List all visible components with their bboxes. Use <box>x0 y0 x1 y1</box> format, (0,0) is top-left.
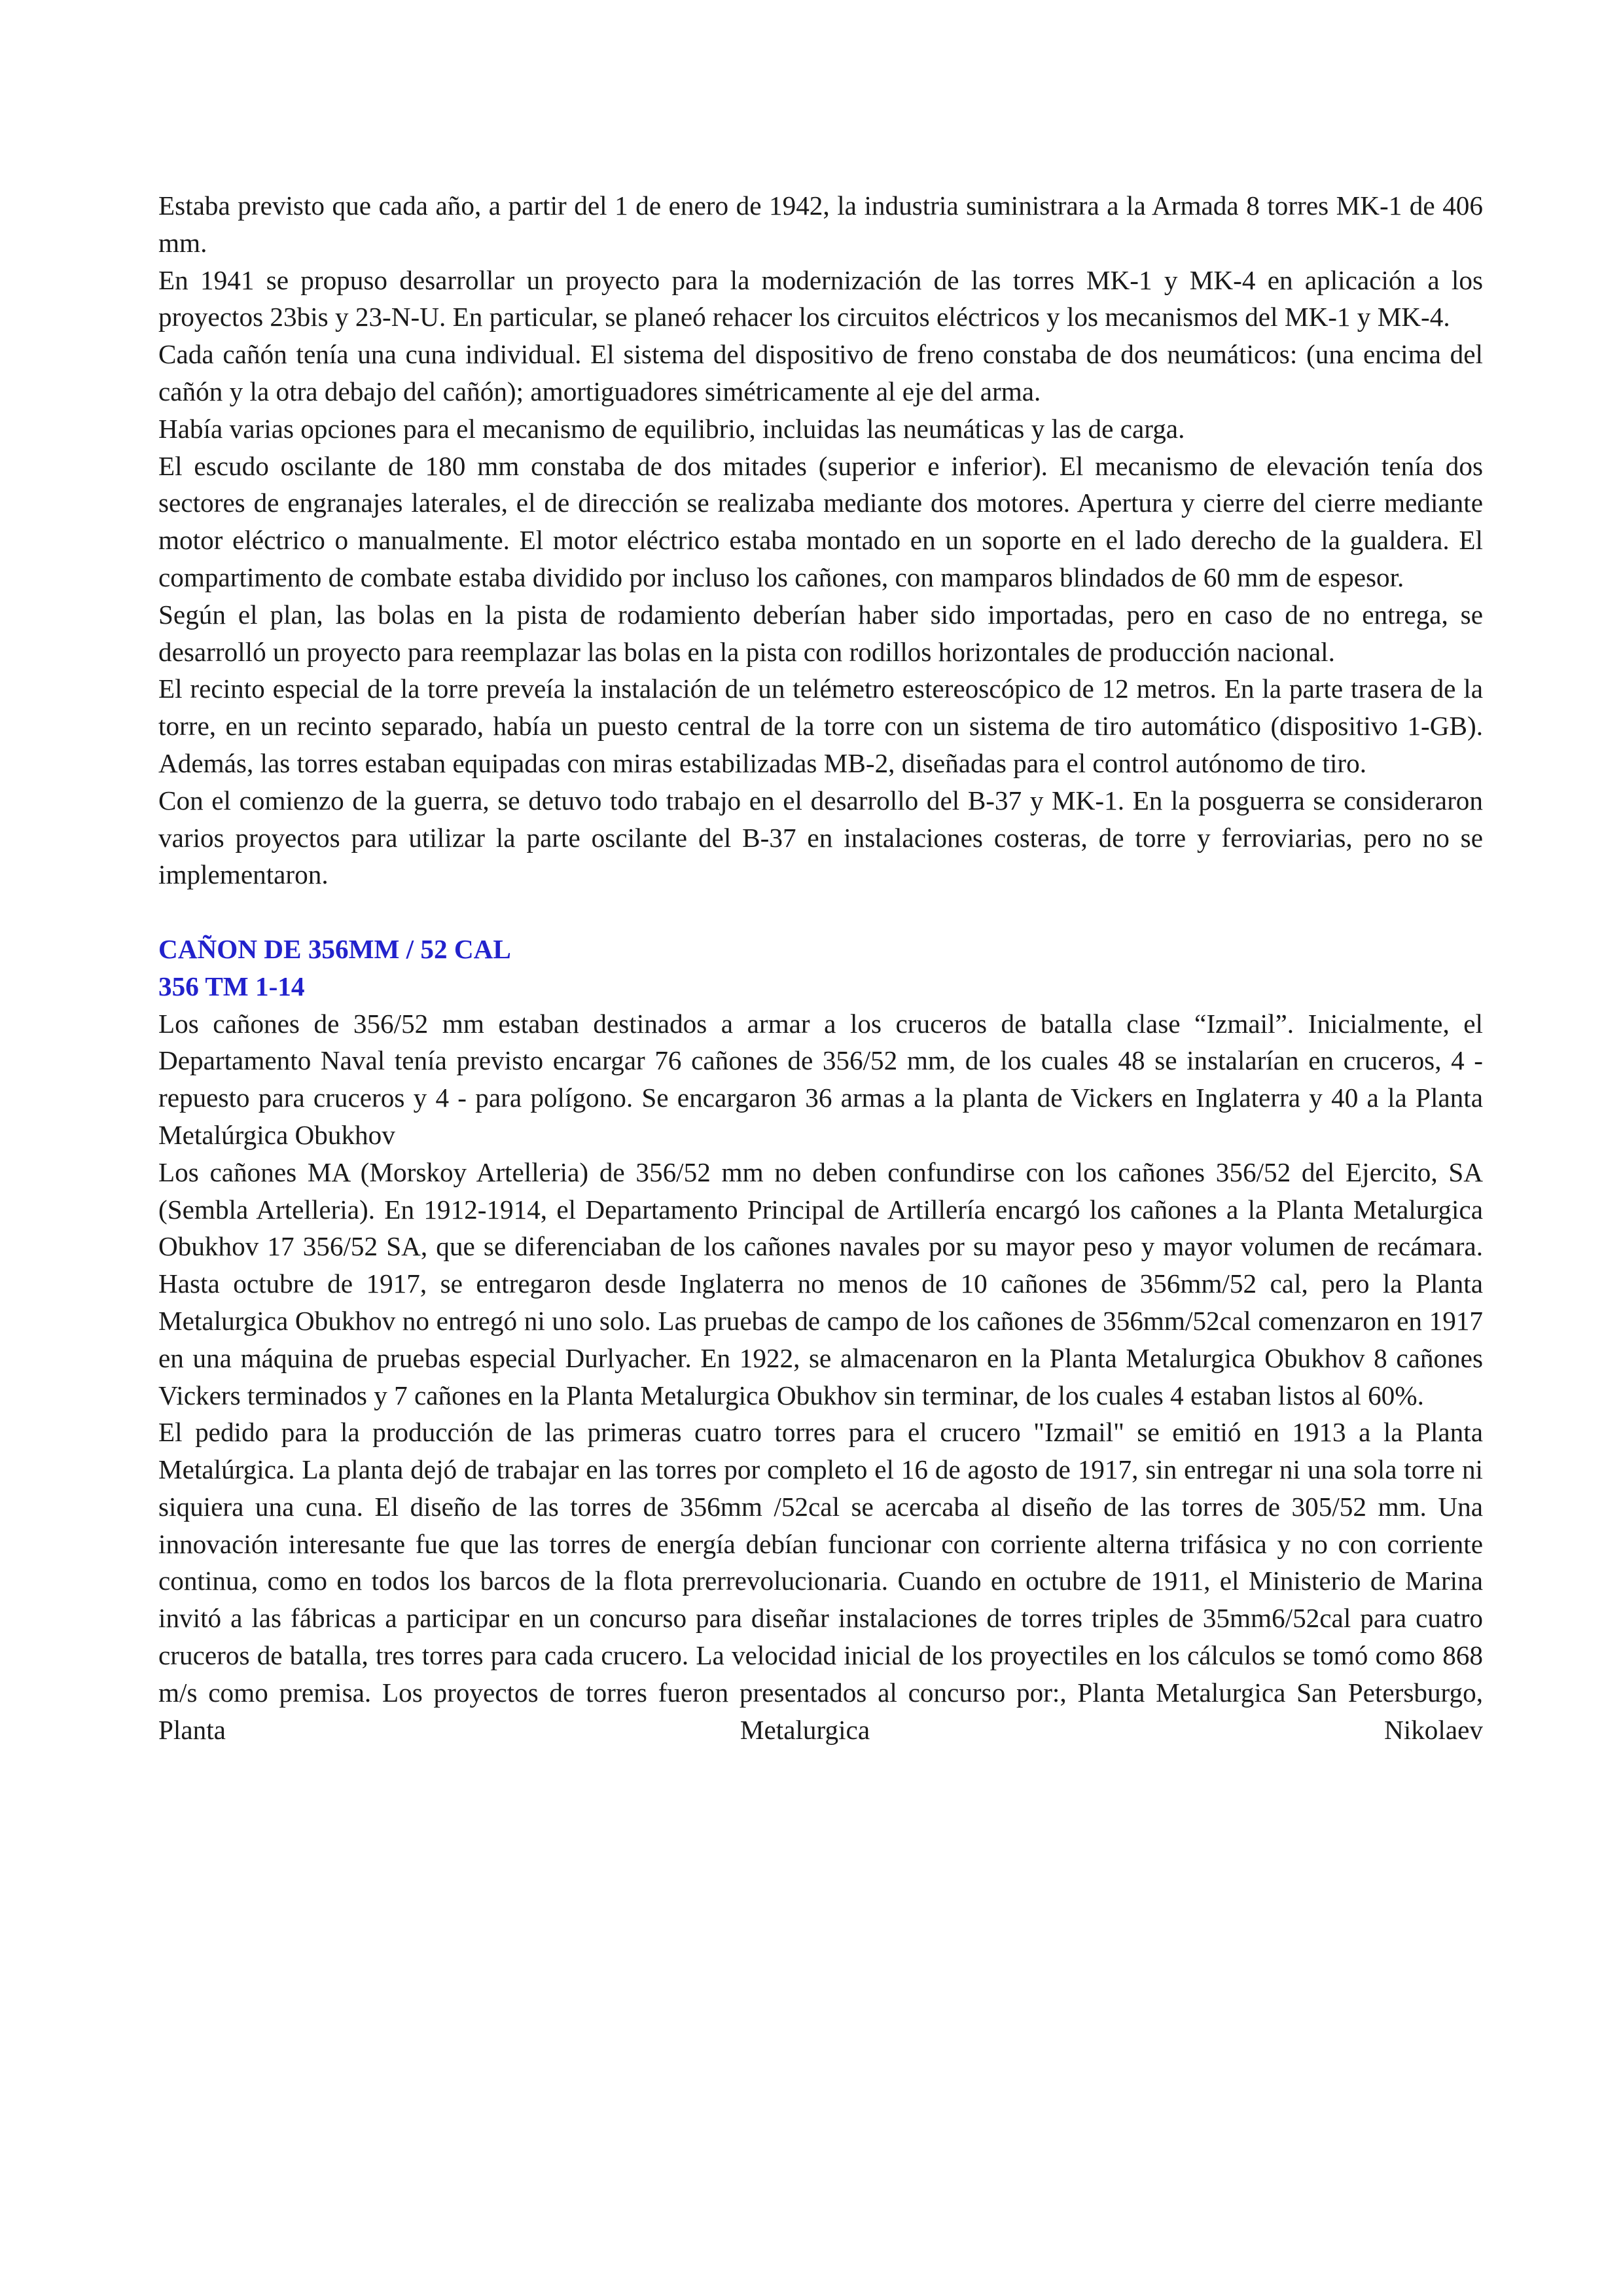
paragraph-modernization-1941: En 1941 se propuso desarrollar un proyecto para la modernización de las torres MK-1 y MK-4 en aplicación a los proyectos 23bis y 23-N-U. En particular, se planeó rehacer los circuitos eléctricos y los mecanismos del MK-1 y MK-4. <box>158 264 1483 332</box>
paragraph-balance-mechanism: Había varias opciones para el mecanismo de equilibrio, incluidas las neumáticas y las de carga. <box>158 413 1185 444</box>
document-page <box>158 187 1483 1748</box>
paragraph-bearing-balls: Según el plan, las bolas en la pista de rodamiento deberían haber sido importadas, pero en caso de no entrega, se desarrolló un proyecto para reemplazar las bolas en la pista con rodillos horizontales de producción nacional. <box>158 599 1483 667</box>
paragraph-ma-vs-sa: Los cañones MA (Morskoy Artelleria) de 356/52 mm no deben confundirse con los cañones 356/52 del Ejercito, SA (Sembla Artelleria). En 1912-1914, el Departamento Principal de Artillería encargó los cañones a la Planta Metalurgica Obukhov 17 356/52 SA, que se diferenciaban de los cañones navales por su mayor peso y mayor volumen de recámara. Hasta octubre de 1917, se entregaron desde Inglaterra no menos de 10 cañones de 356mm/52 cal, pero la Planta Metalurgica Obukhov no entregó ni uno solo. Las pruebas de campo de los cañones de 356mm/52cal comenzaron en 1917 en una máquina de pruebas especial Durlyacher. En 1922, se almacenaron en la Planta Metalurgica Obukhov 8 cañones Vickers terminados y 7 cañones en la Planta Metalurgica Obukhov sin terminar, de los cuales 4 estaban listos al 60%. <box>158 1157 1483 1410</box>
paragraph-cradle: Cada cañón tenía una cuna individual. El sistema del dispositivo de freno constaba de dos neumáticos: (una encima del cañón y la otra debajo del cañón); amortiguadores simétricamente al eje del arma. <box>158 339 1483 406</box>
paragraph-shield: El escudo oscilante de 180 mm constaba de dos mitades (superior e inferior). El mecanismo de elevación tenía dos sectores de engranajes laterales, el de dirección se realizaba mediante dos motores. Apertura y cierre del cierre mediante motor eléctrico o manualmente. El motor eléctrico estaba montado en un soporte en el lado derecho de la gualdera. El compartimento de combate estaba dividido por incluso los cañones, con mamparos blindados de 60 mm de espesor. <box>158 450 1483 592</box>
paragraph-izmail-guns: Los cañones de 356/52 mm estaban destinados a armar a los cruceros de batalla clase “Izmail”. Inicialmente, el Departamento Naval tenía previsto encargar 76 cañones de 356/52 mm, de los cuales 48 se instalarían en cruceros, 4 - repuesto para cruceros y 4 - para polígono. Se encargaron 36 armas a la planta de Vickers en Inglaterra y 40 a la Planta Metalúrgica Obukhov <box>158 1008 1483 1150</box>
section-heading-subtitle: 356 TM 1-14 <box>158 971 305 1001</box>
paragraph-plan-1942: Estaba previsto que cada año, a partir del 1 de enero de 1942, la industria suministrara a la Armada 8 torres MK-1 de 406 mm. <box>158 190 1483 258</box>
paragraph-rangefinder: El recinto especial de la torre preveía la instalación de un telémetro estereoscópico de 12 metros. En la parte trasera de la torre, en un recinto separado, había un puesto central de la torre con un sistema de tiro automático (dispositivo 1-GB). Además, las torres estaban equipadas con miras estabilizadas MB-2, diseñadas para el control autónomo de tiro. <box>158 673 1483 778</box>
section-spacer <box>158 893 1483 931</box>
section-heading-title: CAÑON DE 356MM / 52 CAL <box>158 933 511 964</box>
paragraph-turret-order: El pedido para la producción de las primeras cuatro torres para el crucero "Izmail" se emitió en 1913 a la Planta Metalúrgica. La planta dejó de trabajar en las torres por completo el 16 de agosto de 1917, sin entregar ni una sola torre ni siquiera una cuna. El diseño de las torres de 356mm /52cal se acercaba al diseño de las torres de 305/52 mm. Una innovación interesante fue que las torres de energía debían funcionar con corriente alterna trifásica y no con corriente continua, como en todos los barcos de la flota prerrevolucionaria. Cuando en octubre de 1911, el Ministerio de Marina invitó a las fábricas a participar en un concurso para diseñar instalaciones de torres triples de 35mm6/52cal para cuatro cruceros de batalla, tres torres para cada crucero. La velocidad inicial de los proyectiles en los cálculos se tomó como 868 m/s como premisa. Los proyectos de torres fueron presentados al concurso por:, Planta Metalurgica San Petersburgo, Planta Metalurgica Nikolaev <box>158 1417 1483 1745</box>
paragraph-war-stop: Con el comienzo de la guerra, se detuvo todo trabajo en el desarrollo del B-37 y MK-1. En la posguerra se consideraron varios proyectos para utilizar la parte oscilante del B-37 en instalaciones costeras, de torre y ferroviarias, pero no se implementaron. <box>158 785 1483 890</box>
